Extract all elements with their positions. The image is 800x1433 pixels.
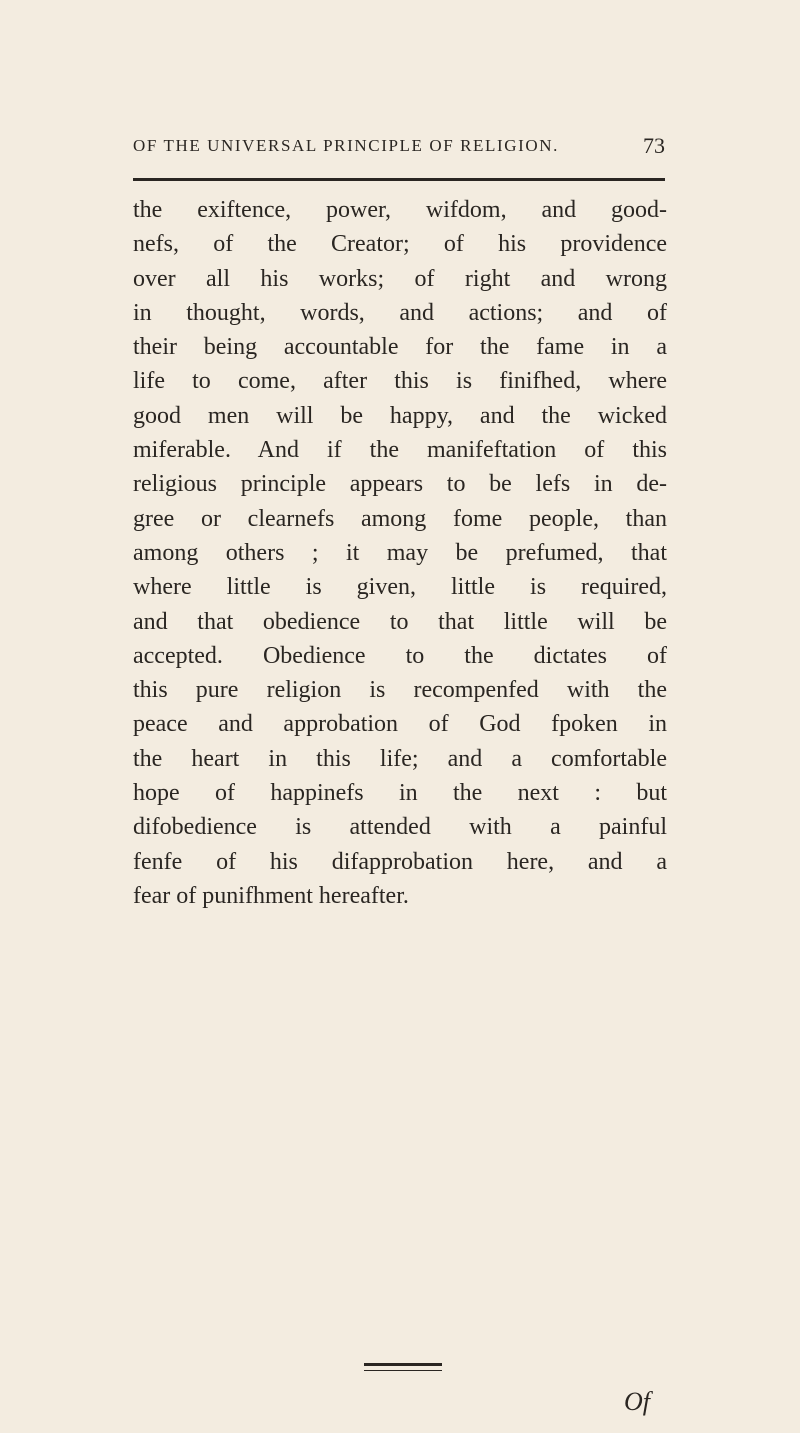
text-line: and that obedience to that little will be [133, 608, 667, 635]
text-line: the heart in this life; and a comfortable [133, 745, 667, 772]
text-line: where little is given, little is required, [133, 574, 667, 601]
text-line: in thought, words, and actions; and of [133, 299, 667, 326]
text-line: miferable. And if the manifeftation of this [133, 437, 667, 464]
text-line: nefs, of the Creator; of his providence [133, 231, 667, 258]
text-line: gree or clearnefs among fome people, than [133, 505, 667, 532]
text-line: peace and approbation of God fpoken in [133, 711, 667, 738]
text-line: good men will be happy, and the wicked [133, 402, 667, 429]
text-line: difobedience is attended with a painful [133, 814, 667, 841]
text-line: religious principle appears to be lefs in de- [133, 471, 667, 498]
body-paragraph [133, 193, 667, 913]
ornament-thin-rule [364, 1370, 442, 1371]
text-line: life to come, after this is finifhed, where [133, 368, 667, 395]
text-line: among others ; it may be prefumed, that [133, 539, 667, 566]
section-end-rule [364, 1363, 442, 1375]
header-rule [133, 178, 665, 181]
text-line: over all his works; of right and wrong [133, 265, 667, 292]
text-line: hope of happinefs in the next : but [133, 780, 667, 807]
running-head [133, 133, 665, 166]
text-line: their being accountable for the fame in a [133, 334, 667, 361]
text-line: this pure religion is recompenfed with the [133, 677, 667, 704]
text-line-last: fear of punifhment hereafter. [133, 882, 409, 909]
catchword: Of [624, 1387, 650, 1416]
text-line: accepted. Obedience to the dictates of [133, 642, 667, 669]
page-number: 73 [643, 133, 665, 158]
running-title: OF THE UNIVERSAL PRINCIPLE OF RELIGION. [133, 136, 560, 155]
text-line: fenfe of his difapprobation here, and a [133, 848, 667, 875]
ornament-thick-rule [364, 1363, 442, 1366]
text-line: the exiftence, power, wifdom, and good- [133, 197, 667, 223]
